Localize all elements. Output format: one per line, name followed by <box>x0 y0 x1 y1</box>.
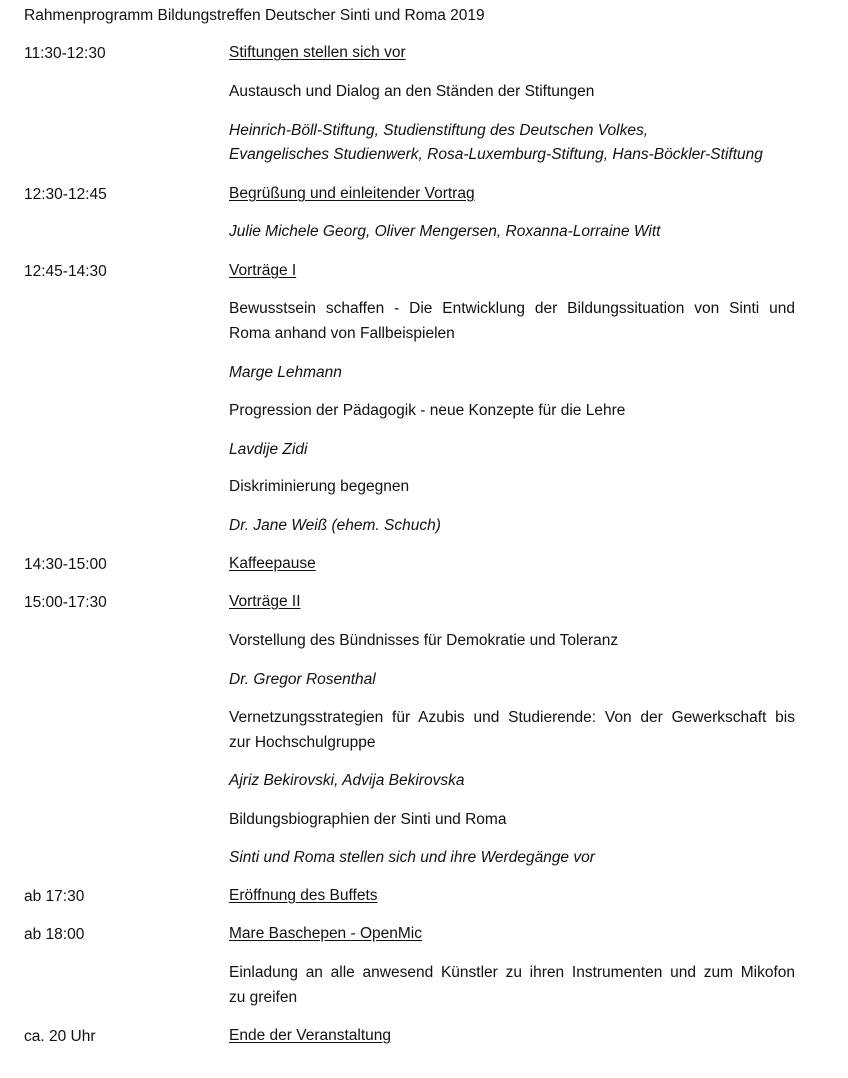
session-title-buffet: Eröffnung des Buffets <box>229 887 378 904</box>
speakers-line: Julie Michele Georg, Oliver Mengersen, Roxanna-Lorraine Witt <box>229 223 661 240</box>
talk-title: Progression der Pädagogik - neue Konzepte für die Lehre <box>229 402 626 419</box>
session-description: Einladung an alle anwesend Künstler zu ihren Instrumenten und zum Mikofon <box>229 964 795 981</box>
time-slot-5: 15:00-17:30 <box>24 594 107 611</box>
time-slot-4: 14:30-15:00 <box>24 556 107 573</box>
session-title-ende: Ende der Veranstaltung <box>229 1027 392 1044</box>
speaker-name: Dr. Gregor Rosenthal <box>229 671 376 688</box>
talk-title: Bewusstsein schaffen - Die Entwicklung der Bildungssituation von Sinti und <box>229 300 795 317</box>
time-slot-8: ca. 20 Uhr <box>24 1028 96 1045</box>
participants-line: Heinrich-Böll-Stiftung, Studienstiftung des Deutschen Volkes, <box>229 122 649 139</box>
talk-title: zur Hochschulgruppe <box>229 734 376 751</box>
session-title-openmic: Mare Baschepen - OpenMic <box>229 925 422 942</box>
time-slot-6: ab 17:30 <box>24 888 85 905</box>
time-slot-3: 12:45-14:30 <box>24 263 107 280</box>
speaker-name: Lavdije Zidi <box>229 441 308 458</box>
speaker-name: Dr. Jane Weiß (ehem. Schuch) <box>229 517 441 534</box>
session-description: zu greifen <box>229 989 298 1006</box>
talk-title: Vernetzungsstrategien für Azubis und Studierende: Von der Gewerkschaft bis <box>229 709 795 726</box>
participants-line: Evangelisches Studienwerk, Rosa-Luxemburg-Stiftung, Hans-Böckler-Stiftung <box>229 146 763 163</box>
speaker-name: Ajriz Bekirovski, Advija Bekirovska <box>229 772 465 789</box>
talk-title: Bildungsbiographien der Sinti und Roma <box>229 811 507 828</box>
time-slot-2: 12:30-12:45 <box>24 186 107 203</box>
session-description: Austausch und Dialog an den Ständen der Stiftungen <box>229 83 595 100</box>
session-title-vortraege-1: Vorträge I <box>229 262 297 279</box>
session-title-stiftungen: Stiftungen stellen sich vor <box>229 44 406 61</box>
speaker-name: Marge Lehmann <box>229 364 342 381</box>
session-title-begruessung: Begrüßung und einleitender Vortrag <box>229 185 475 202</box>
talk-title: Vorstellung des Bündnisses für Demokratie und Toleranz <box>229 632 619 649</box>
talk-title: Roma anhand von Fallbeispielen <box>229 325 455 342</box>
session-title-vortraege-2: Vorträge II <box>229 593 301 610</box>
speaker-name: Sinti und Roma stellen sich und ihre Werdegänge vor <box>229 849 595 866</box>
time-slot-7: ab 18:00 <box>24 926 85 943</box>
time-slot-1: 11:30-12:30 <box>24 45 106 62</box>
session-title-kaffeepause: Kaffeepause <box>229 555 316 572</box>
document-title: Rahmenprogramm Bildungstreffen Deutscher Sinti und Roma 2019 <box>24 7 485 24</box>
talk-title: Diskriminierung begegnen <box>229 478 410 495</box>
